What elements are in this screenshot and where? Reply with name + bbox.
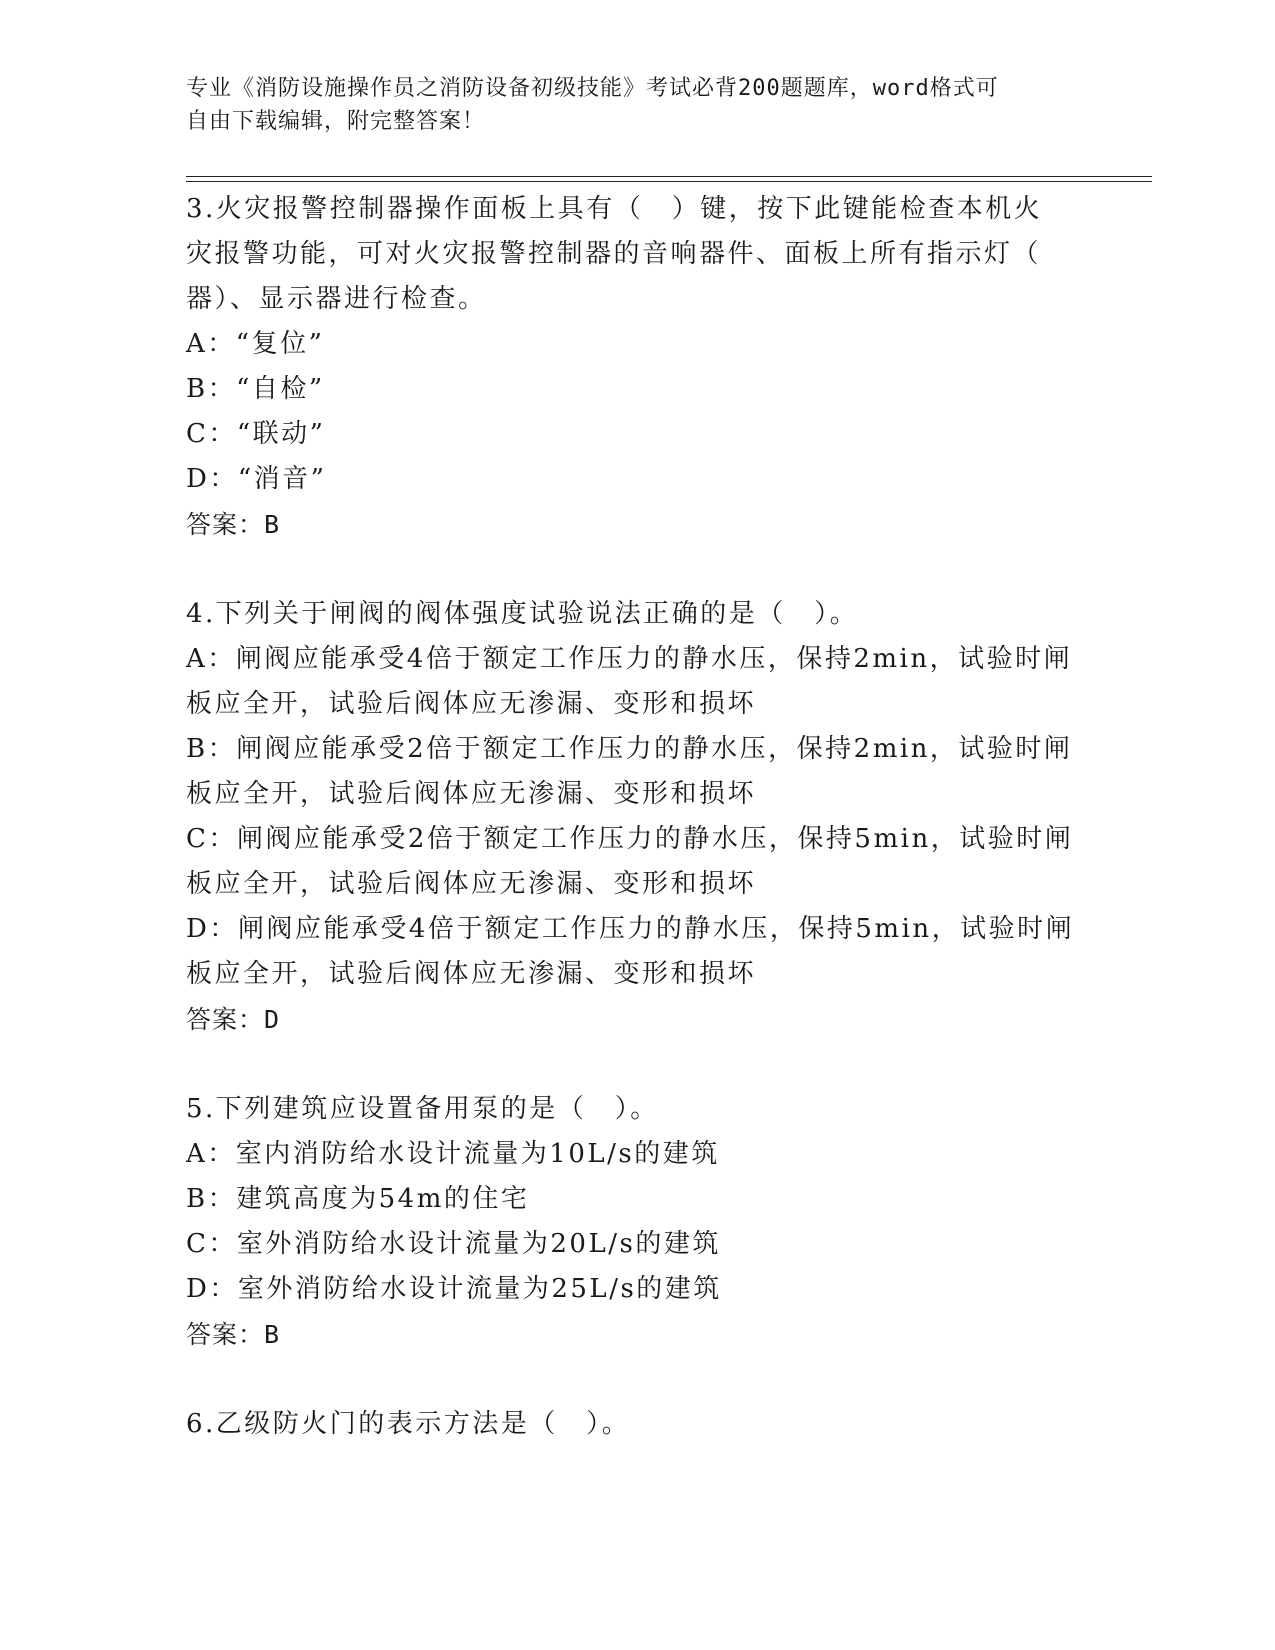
option-a-continued: 板应全开，试验后阀体应无渗漏、变形和损坏 bbox=[186, 689, 757, 719]
option-b: B：闸阀应能承受2倍于额定工作压力的静水压，保持2min，试验时闸 bbox=[186, 734, 1073, 764]
answer-line: 答案：D bbox=[186, 1005, 281, 1034]
option-b-continued: 板应全开，试验后阀体应无渗漏、变形和损坏 bbox=[186, 779, 757, 809]
question-stem-line: 5.下列建筑应设置备用泵的是（ ）。 bbox=[186, 1094, 659, 1124]
question-4 bbox=[186, 592, 1086, 1042]
answer-line: 答案：B bbox=[186, 1320, 281, 1349]
option-c-continued: 板应全开，试验后阀体应无渗漏、变形和损坏 bbox=[186, 869, 757, 899]
option-b: B：“自检” bbox=[186, 374, 325, 404]
question-6 bbox=[186, 1402, 1086, 1447]
option-c: C：室外消防给水设计流量为20L/s的建筑 bbox=[186, 1229, 721, 1259]
answer-line: 答案：B bbox=[186, 510, 281, 539]
question-spacer bbox=[186, 547, 1086, 592]
question-stem-line: 3.火灾报警控制器操作面板上具有（ ）键，按下此键能检查本机火 bbox=[186, 194, 1043, 224]
header-line-1: 专业《消防设施操作员之消防设备初级技能》考试必背200题题库，word格式可 bbox=[186, 76, 999, 101]
header-divider-top bbox=[186, 176, 1152, 177]
question-stem-line: 4.下列关于闸阀的阀体强度试验说法正确的是（ ）。 bbox=[186, 599, 859, 629]
header-line-2: 自由下载编辑，附完整答案！ bbox=[186, 109, 486, 134]
question-spacer bbox=[186, 1357, 1086, 1402]
document-header bbox=[186, 72, 1086, 138]
question-stem-line: 灾报警功能，可对火灾报警控制器的音响器件、面板上所有指示灯（ bbox=[186, 239, 1042, 269]
question-stem-line: 器）、显示器进行检查。 bbox=[186, 284, 487, 314]
header-divider-bottom bbox=[186, 181, 1152, 182]
option-d: D：“消音” bbox=[186, 464, 327, 494]
option-d-continued: 板应全开，试验后阀体应无渗漏、变形和损坏 bbox=[186, 959, 757, 989]
question-5 bbox=[186, 1087, 1086, 1357]
option-d: D：闸阀应能承受4倍于额定工作压力的静水压，保持5min，试验时闸 bbox=[186, 914, 1075, 944]
question-list bbox=[186, 187, 1086, 1447]
option-a: A：闸阀应能承受4倍于额定工作压力的静水压，保持2min，试验时闸 bbox=[186, 644, 1073, 674]
option-a: A：室内消防给水设计流量为10L/s的建筑 bbox=[186, 1139, 720, 1169]
question-3 bbox=[186, 187, 1086, 547]
option-c: C：闸阀应能承受2倍于额定工作压力的静水压，保持5min，试验时闸 bbox=[186, 824, 1074, 854]
option-a: A：“复位” bbox=[186, 329, 325, 359]
option-d: D：室外消防给水设计流量为25L/s的建筑 bbox=[186, 1274, 722, 1304]
question-spacer bbox=[186, 1042, 1086, 1087]
question-stem-line: 6.乙级防火门的表示方法是（ ）。 bbox=[186, 1409, 631, 1439]
option-c: C：“联动” bbox=[186, 419, 326, 449]
option-b: B：建筑高度为54m的住宅 bbox=[186, 1184, 530, 1214]
